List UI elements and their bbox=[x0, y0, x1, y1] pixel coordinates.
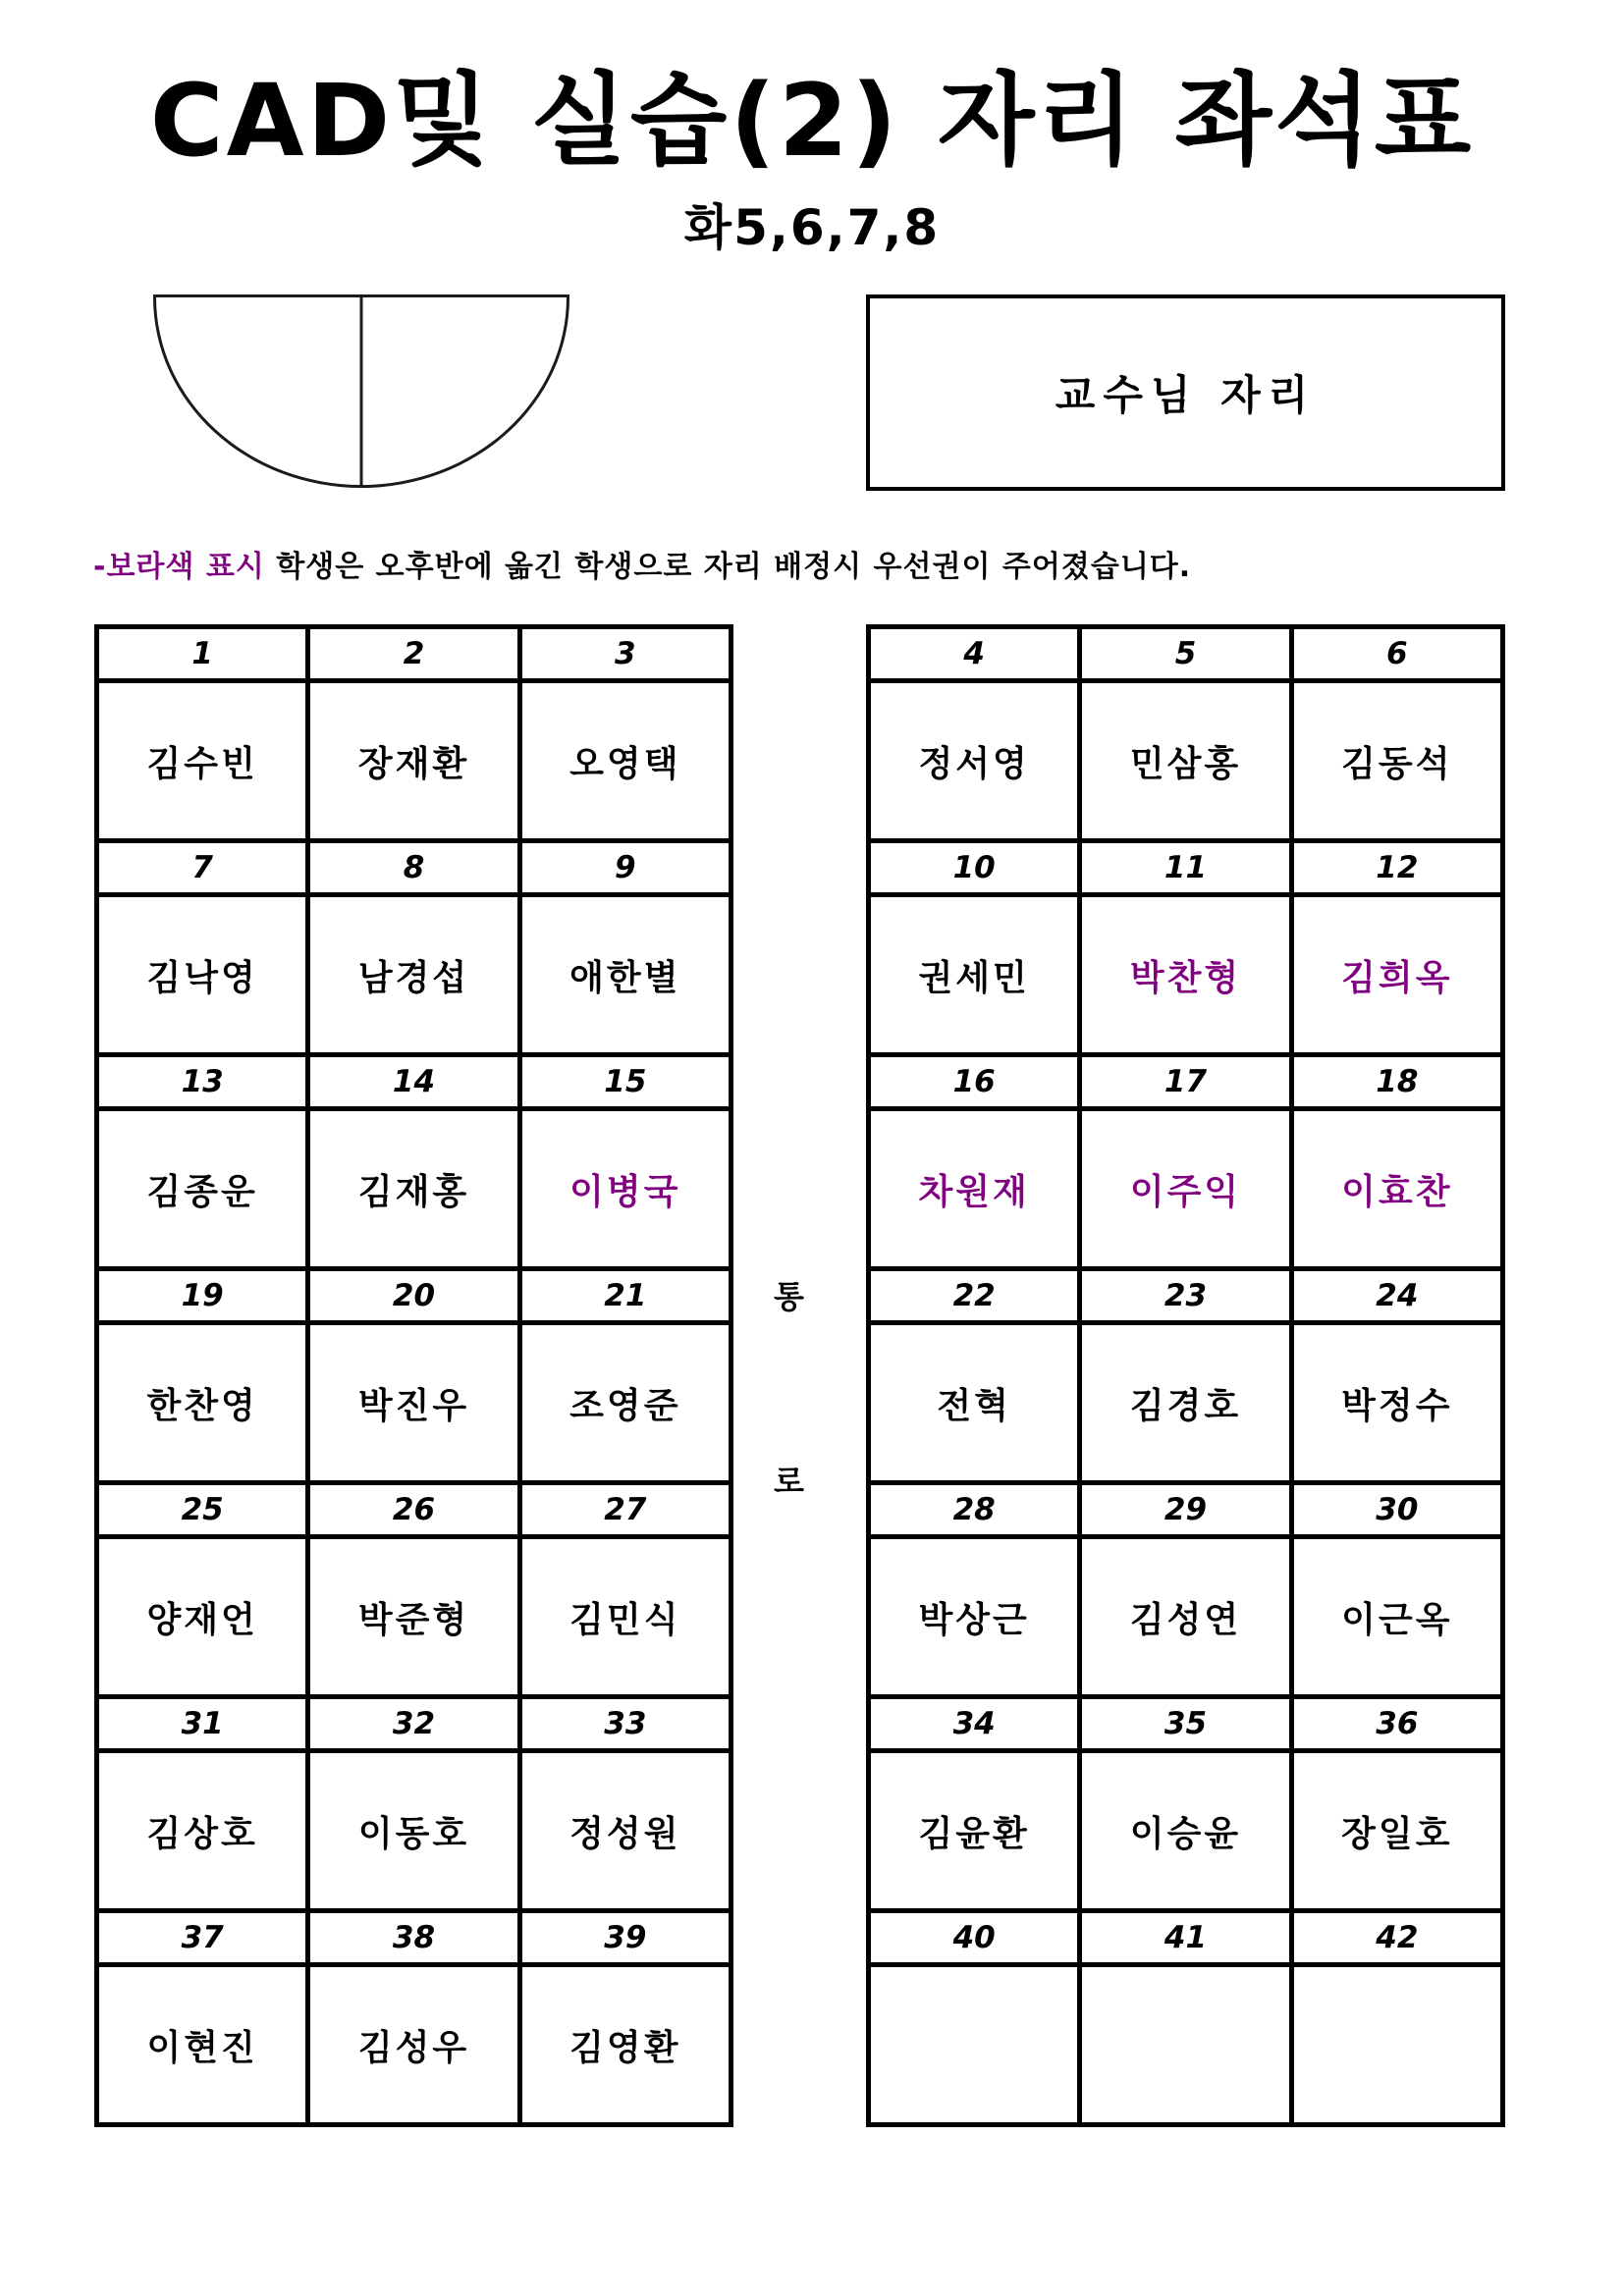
seat-name: 정서영 bbox=[869, 681, 1080, 841]
seat-number: 36 bbox=[1291, 1697, 1502, 1751]
seat-number-row bbox=[869, 841, 1503, 895]
seat-name-row bbox=[97, 895, 731, 1055]
seat-number-row bbox=[97, 1483, 731, 1537]
seat-name-row bbox=[869, 1323, 1503, 1483]
seat-name: 전혁 bbox=[869, 1323, 1080, 1483]
seat-number: 25 bbox=[97, 1483, 308, 1537]
seat-name: 박준형 bbox=[308, 1537, 519, 1697]
professor-seat-box bbox=[866, 294, 1505, 491]
seat-number: 33 bbox=[519, 1697, 731, 1751]
seat-name: 박찬형 bbox=[1080, 895, 1291, 1055]
seat-name-row bbox=[869, 1751, 1503, 1911]
seat-name bbox=[1080, 1965, 1291, 2125]
seat-number: 5 bbox=[1080, 627, 1291, 681]
seat-number-row bbox=[869, 1269, 1503, 1323]
seat-number: 40 bbox=[869, 1911, 1080, 1965]
seat-number: 31 bbox=[97, 1697, 308, 1751]
seat-name: 김상호 bbox=[97, 1751, 308, 1911]
seat-number: 16 bbox=[869, 1055, 1080, 1109]
seat-number-row bbox=[869, 1483, 1503, 1537]
seat-number-row bbox=[869, 1697, 1503, 1751]
seat-name: 이현진 bbox=[97, 1965, 308, 2125]
seat-number: 22 bbox=[869, 1269, 1080, 1323]
seat-name: 김낙영 bbox=[97, 895, 308, 1055]
professor-seat-label: 교수님 자리 bbox=[1055, 371, 1317, 419]
seat-name-row bbox=[97, 1965, 731, 2125]
seat-number-row bbox=[869, 627, 1503, 681]
seat-name: 김성우 bbox=[308, 1965, 519, 2125]
seat-name: 이주익 bbox=[1080, 1109, 1291, 1269]
seat-name-row bbox=[869, 681, 1503, 841]
seat-name-row bbox=[869, 1109, 1503, 1269]
seat-name: 한찬영 bbox=[97, 1323, 308, 1483]
seat-number: 19 bbox=[97, 1269, 308, 1323]
seat-name: 김동석 bbox=[1291, 681, 1502, 841]
seat-number-row bbox=[97, 1055, 731, 1109]
seat-name: 애한별 bbox=[519, 895, 731, 1055]
seat-number-row bbox=[97, 841, 731, 895]
note-rest: 학생은 오후반에 옮긴 학생으로 자리 배정시 우선권이 주어졌습니다. bbox=[264, 550, 1192, 584]
seat-name-row bbox=[97, 1109, 731, 1269]
seat-number: 13 bbox=[97, 1055, 308, 1109]
seat-name: 이효찬 bbox=[1291, 1109, 1502, 1269]
seat-name bbox=[869, 1965, 1080, 2125]
aisle-label-bottom: 로 bbox=[774, 1463, 804, 1500]
seat-number: 1 bbox=[97, 627, 308, 681]
seat-number: 30 bbox=[1291, 1483, 1502, 1537]
seat-number-row bbox=[97, 627, 731, 681]
note-highlight: -보라색 표시 bbox=[93, 550, 265, 584]
seat-name: 김성연 bbox=[1080, 1537, 1291, 1697]
seat-number-row bbox=[869, 1911, 1503, 1965]
seat-number: 24 bbox=[1291, 1269, 1502, 1323]
seat-name-row bbox=[869, 1537, 1503, 1697]
seat-name: 조영준 bbox=[519, 1323, 731, 1483]
seat-number: 32 bbox=[308, 1697, 519, 1751]
seat-number: 17 bbox=[1080, 1055, 1291, 1109]
seat-name: 장재환 bbox=[308, 681, 519, 841]
seat-number-row bbox=[97, 1911, 731, 1965]
right-seating-table bbox=[866, 624, 1505, 2127]
seat-name: 박상근 bbox=[869, 1537, 1080, 1697]
seat-name-row bbox=[869, 895, 1503, 1055]
seat-number: 9 bbox=[519, 841, 731, 895]
seat-number: 42 bbox=[1291, 1911, 1502, 1965]
seat-number: 11 bbox=[1080, 841, 1291, 895]
seat-number: 37 bbox=[97, 1911, 308, 1965]
aisle-label-top: 통 bbox=[774, 1278, 804, 1315]
seat-name: 김경호 bbox=[1080, 1323, 1291, 1483]
seat-name: 박진우 bbox=[308, 1323, 519, 1483]
seat-name: 박정수 bbox=[1291, 1323, 1502, 1483]
seat-number: 6 bbox=[1291, 627, 1502, 681]
seat-name: 김영환 bbox=[519, 1965, 731, 2125]
seat-name: 권세민 bbox=[869, 895, 1080, 1055]
seat-number: 41 bbox=[1080, 1911, 1291, 1965]
seat-number-row bbox=[97, 1697, 731, 1751]
podium-shape bbox=[153, 294, 569, 488]
seat-number: 34 bbox=[869, 1697, 1080, 1751]
seat-name: 김종운 bbox=[97, 1109, 308, 1269]
seat-number: 35 bbox=[1080, 1697, 1291, 1751]
seat-number-row bbox=[869, 1055, 1503, 1109]
seat-number: 38 bbox=[308, 1911, 519, 1965]
seat-number: 39 bbox=[519, 1911, 731, 1965]
seat-number: 20 bbox=[308, 1269, 519, 1323]
seat-name: 이병국 bbox=[519, 1109, 731, 1269]
seat-number: 7 bbox=[97, 841, 308, 895]
seat-name: 김재홍 bbox=[308, 1109, 519, 1269]
seat-name-row bbox=[97, 1323, 731, 1483]
seat-name-row bbox=[97, 1751, 731, 1911]
seat-number: 14 bbox=[308, 1055, 519, 1109]
seat-name: 오영택 bbox=[519, 681, 731, 841]
seat-number-row bbox=[97, 1269, 731, 1323]
seat-name: 이동호 bbox=[308, 1751, 519, 1911]
seat-number: 26 bbox=[308, 1483, 519, 1537]
seat-number: 28 bbox=[869, 1483, 1080, 1537]
seat-name: 남경섭 bbox=[308, 895, 519, 1055]
page-title: CAD및 실습(2) 자리 좌석표 bbox=[149, 63, 1475, 180]
seat-number: 4 bbox=[869, 627, 1080, 681]
page-subtitle: 화5,6,7,8 bbox=[683, 199, 941, 256]
seat-name: 차원재 bbox=[869, 1109, 1080, 1269]
seat-name-row bbox=[97, 681, 731, 841]
seat-name: 장일호 bbox=[1291, 1751, 1502, 1911]
seat-name: 민삼홍 bbox=[1080, 681, 1291, 841]
left-seating-table bbox=[94, 624, 733, 2127]
seat-name: 김수빈 bbox=[97, 681, 308, 841]
podium-divider-line bbox=[360, 297, 363, 485]
seat-number: 8 bbox=[308, 841, 519, 895]
seat-name: 김민식 bbox=[519, 1537, 731, 1697]
seat-number: 21 bbox=[519, 1269, 731, 1323]
seat-name: 이근옥 bbox=[1291, 1537, 1502, 1697]
seat-number: 27 bbox=[519, 1483, 731, 1537]
seat-number: 12 bbox=[1291, 841, 1502, 895]
seat-name: 김희옥 bbox=[1291, 895, 1502, 1055]
seat-number: 3 bbox=[519, 627, 731, 681]
seat-number: 18 bbox=[1291, 1055, 1502, 1109]
seat-number: 23 bbox=[1080, 1269, 1291, 1323]
seat-name: 김윤환 bbox=[869, 1751, 1080, 1911]
seat-name: 정성원 bbox=[519, 1751, 731, 1911]
seat-name: 이승윤 bbox=[1080, 1751, 1291, 1911]
seat-number: 10 bbox=[869, 841, 1080, 895]
seat-number: 15 bbox=[519, 1055, 731, 1109]
seat-number: 2 bbox=[308, 627, 519, 681]
seat-name bbox=[1291, 1965, 1502, 2125]
priority-note bbox=[93, 542, 1191, 585]
seat-name-row bbox=[869, 1965, 1503, 2125]
seat-name: 양재언 bbox=[97, 1537, 308, 1697]
seat-name-row bbox=[97, 1537, 731, 1697]
seat-number: 29 bbox=[1080, 1483, 1291, 1537]
